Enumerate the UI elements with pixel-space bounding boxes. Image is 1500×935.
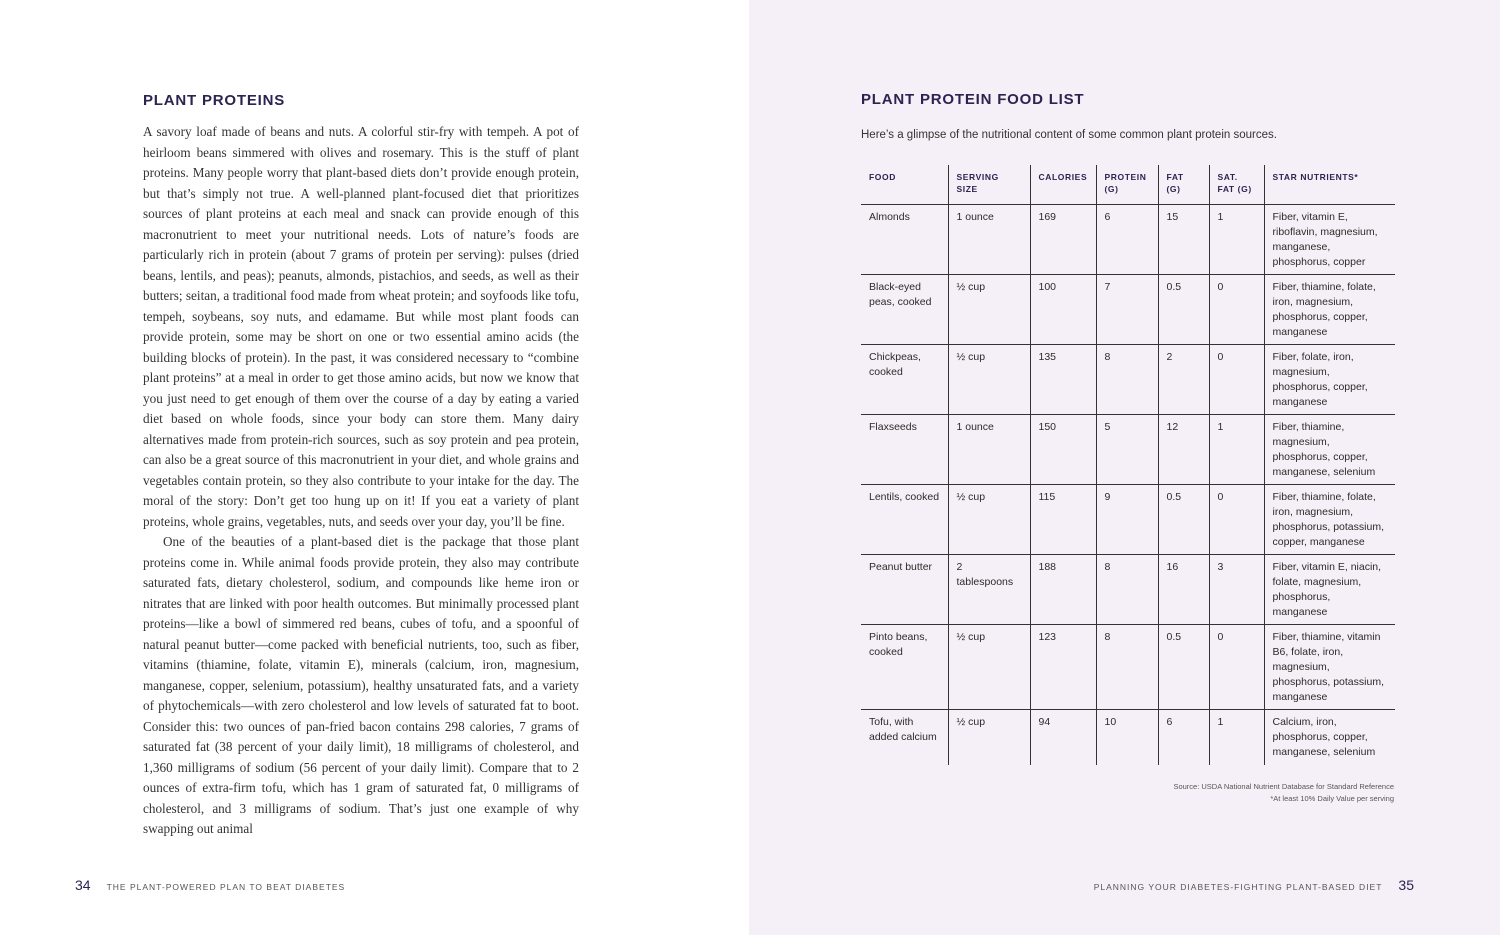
table-cell: 8 xyxy=(1096,345,1158,415)
table-cell: Fiber, folate, iron, magnesium, phosphorus, copper, manganese xyxy=(1264,345,1395,415)
table-row xyxy=(861,275,1395,345)
table-row xyxy=(861,415,1395,485)
table-cell: Fiber, thiamine, folate, iron, magnesium, phosphorus, copper, manganese xyxy=(1264,275,1395,345)
table-cell: 5 xyxy=(1096,415,1158,485)
table-cell: ½ cup xyxy=(948,625,1030,710)
table-row xyxy=(861,555,1395,625)
left-footer xyxy=(75,877,345,893)
table-cell: 6 xyxy=(1158,710,1209,765)
table-cell: 8 xyxy=(1096,555,1158,625)
table-cell: Fiber, thiamine, vitamin B6, folate, iron, magnesium, phosphorus, potassium, manganese xyxy=(1264,625,1395,710)
table-cell: Flaxseeds xyxy=(861,415,948,485)
table-cell: 1 xyxy=(1209,205,1264,275)
table-cell: 94 xyxy=(1030,710,1096,765)
table-cell: Calcium, iron, phosphorus, copper, manganese, selenium xyxy=(1264,710,1395,765)
table-cell: 135 xyxy=(1030,345,1096,415)
table-cell: Almonds xyxy=(861,205,948,275)
table-heading: PLANT PROTEIN FOOD LIST xyxy=(861,91,1085,108)
plant-protein-table xyxy=(861,165,1395,765)
paragraph-1: A savory loaf made of beans and nuts. A colorful stir-fry with tempeh. A pot of heirloom beans simmered with olives and rosemary. This is the stuff of plant proteins. Many people worry that plant-based diets don’t provide enough protein, but that’s simply not true. A well-planned plant-focused diet that prioritizes sources of plant proteins at each meal and snack can provide enough of this macronutrient to meet your nutritional needs. Lots of nature’s foods are particularly rich in protein (about 7 grams of protein per serving): pulses (dried beans, lentils, and peas); peanuts, almonds, pistachios, and seeds, as well as their butters; seitan, a traditional food made from wheat protein; and soyfoods like tofu, tempeh, soybeans, soy nuts, and edamame. But while most plant foods can provide protein, some may be short on one or two essential amino acids (the building blocks of protein). In the past, it was considered necessary to “combine plant proteins” at a meal in order to get those amino acids, but now we know that you just need to get enough of them over the course of a day by eating a varied diet based on whole foods, since your body can store them. Many dairy alternatives made from protein-rich sources, such as soy protein and pea protein, can also be a great source of this macronutrient in your diet, and whole grains and vegetables contain protein, so they also contribute to your intake for the day. The moral of the story: Don’t get too hung up on it! If you eat a variety of plant proteins, whole grains, vegetables, nuts, and seeds over your day, you’ll be fine. xyxy=(143,124,579,529)
column-header: SAT. FAT (G) xyxy=(1209,165,1264,205)
table-cell: 2 xyxy=(1158,345,1209,415)
table-cell: Fiber, vitamin E, riboflavin, magnesium, manganese, phosphorus, copper xyxy=(1264,205,1395,275)
table-cell: 0 xyxy=(1209,345,1264,415)
table-row xyxy=(861,710,1395,765)
table-cell: ½ cup xyxy=(948,275,1030,345)
table-cell: 12 xyxy=(1158,415,1209,485)
table-cell: 169 xyxy=(1030,205,1096,275)
table-cell: 0.5 xyxy=(1158,485,1209,555)
table-cell: 6 xyxy=(1096,205,1158,275)
table-cell: 1 ounce xyxy=(948,415,1030,485)
table-cell: 9 xyxy=(1096,485,1158,555)
table-cell: 0 xyxy=(1209,275,1264,345)
table-cell: Tofu, with added calcium xyxy=(869,716,937,743)
table-row xyxy=(861,485,1395,555)
table-cell: 7 xyxy=(1096,275,1158,345)
table-cell: 100 xyxy=(1030,275,1096,345)
table-cell: 1 xyxy=(1209,710,1264,765)
table-cell: 188 xyxy=(1030,555,1096,625)
running-title: PLANNING YOUR DIABETES-FIGHTING PLANT-BASED DIET xyxy=(1093,882,1383,892)
footnote: *At least 10% Daily Value per serving xyxy=(1270,794,1394,803)
table-cell: 0.5 xyxy=(1158,625,1209,710)
table-cell: Chickpeas, cooked xyxy=(861,345,948,415)
table-cell: Fiber, vitamin E, niacin, folate, magnesium, phosphorus, manganese xyxy=(1264,555,1395,625)
table-cell: 150 xyxy=(1030,415,1096,485)
table-cell: Lentils, cooked xyxy=(861,485,948,555)
column-header: SERVING SIZE xyxy=(948,165,1030,205)
table-cell: 3 xyxy=(1209,555,1264,625)
table-cell: 0 xyxy=(1209,485,1264,555)
table-cell: 0.5 xyxy=(1158,275,1209,345)
source-note: Source: USDA National Nutrient Database for Standard Reference xyxy=(1173,782,1394,791)
column-header: FOOD xyxy=(861,165,948,205)
table-cell: 123 xyxy=(1030,625,1096,710)
page-number: 34 xyxy=(75,877,91,893)
table-cell: 16 xyxy=(1158,555,1209,625)
running-title: THE PLANT-POWERED PLAN TO BEAT DIABETES xyxy=(106,882,346,892)
table-row xyxy=(861,205,1395,275)
column-header: STAR NUTRIENTS* xyxy=(1264,165,1395,205)
table-cell: Fiber, thiamine, folate, iron, magnesium, phosphorus, potassium, copper, manganese xyxy=(1264,485,1395,555)
table-cell: 115 xyxy=(1030,485,1096,555)
left-page xyxy=(0,0,749,935)
column-header: PROTEIN (G) xyxy=(1096,165,1158,205)
table-cell: ½ cup xyxy=(948,710,1030,765)
table-intro: Here’s a glimpse of the nutritional content of some common plant protein sources. xyxy=(861,129,1277,141)
right-page xyxy=(749,0,1500,935)
table-cell: Peanut butter xyxy=(861,555,948,625)
table-cell: ½ cup xyxy=(948,485,1030,555)
table-cell: 2 tablespoons xyxy=(948,555,1030,625)
body-text xyxy=(143,122,579,840)
right-footer xyxy=(1094,877,1414,893)
table-cell: Black-eyed peas, cooked xyxy=(861,275,948,345)
table-cell: 0 xyxy=(1209,625,1264,710)
table-cell: 1 xyxy=(1209,415,1264,485)
table-row xyxy=(861,625,1395,710)
table-header-row xyxy=(861,165,1395,205)
page-number: 35 xyxy=(1398,877,1414,893)
table-cell: ½ cup xyxy=(948,345,1030,415)
column-header: CALORIES xyxy=(1030,165,1096,205)
table-row xyxy=(861,345,1395,415)
table-cell: Fiber, thiamine, magnesium, phosphorus, copper, manganese, selenium xyxy=(1264,415,1395,485)
table-cell: 15 xyxy=(1158,205,1209,275)
paragraph-2: One of the beauties of a plant-based diet is the package that those plant proteins come in. While animal foods provide protein, they also may contribute saturated fats, dietary cholesterol, sodium, and compounds like heme iron or nitrates that are linked with poor health outcomes. But minimally processed plant proteins—like a bowl of simmered red beans, cubes of tofu, and a spoonful of natural peanut butter—come packed with beneficial nutrients, too, such as fiber, vitamins (thiamine, folate, vitamin E), minerals (calcium, iron, magnesium, manganese, copper, selenium, potassium), healthy unsaturated fats, and a variety of phytochemicals—with zero cholesterol and low levels of saturated fat to boot. Consider this: two ounces of pan-fried bacon contains 298 calories, 7 grams of saturated fat (38 percent of your daily limit), 18 milligrams of cholesterol, and 1,360 milligrams of sodium (56 percent of your daily limit). Compare that to 2 ounces of extra-firm tofu, which has 1 gram of saturated fat, 0 milligrams of cholesterol, and 3 milligrams of sodium. That’s just one example of why swapping out animal xyxy=(143,534,579,836)
column-header: FAT (G) xyxy=(1158,165,1209,205)
table-cell: Pinto beans, cooked xyxy=(861,625,948,710)
table-cell: 10 xyxy=(1096,710,1158,765)
table-source xyxy=(994,781,1394,805)
table-cell: 8 xyxy=(1096,625,1158,710)
section-heading: PLANT PROTEINS xyxy=(143,92,286,109)
table-cell: 1 ounce xyxy=(948,205,1030,275)
